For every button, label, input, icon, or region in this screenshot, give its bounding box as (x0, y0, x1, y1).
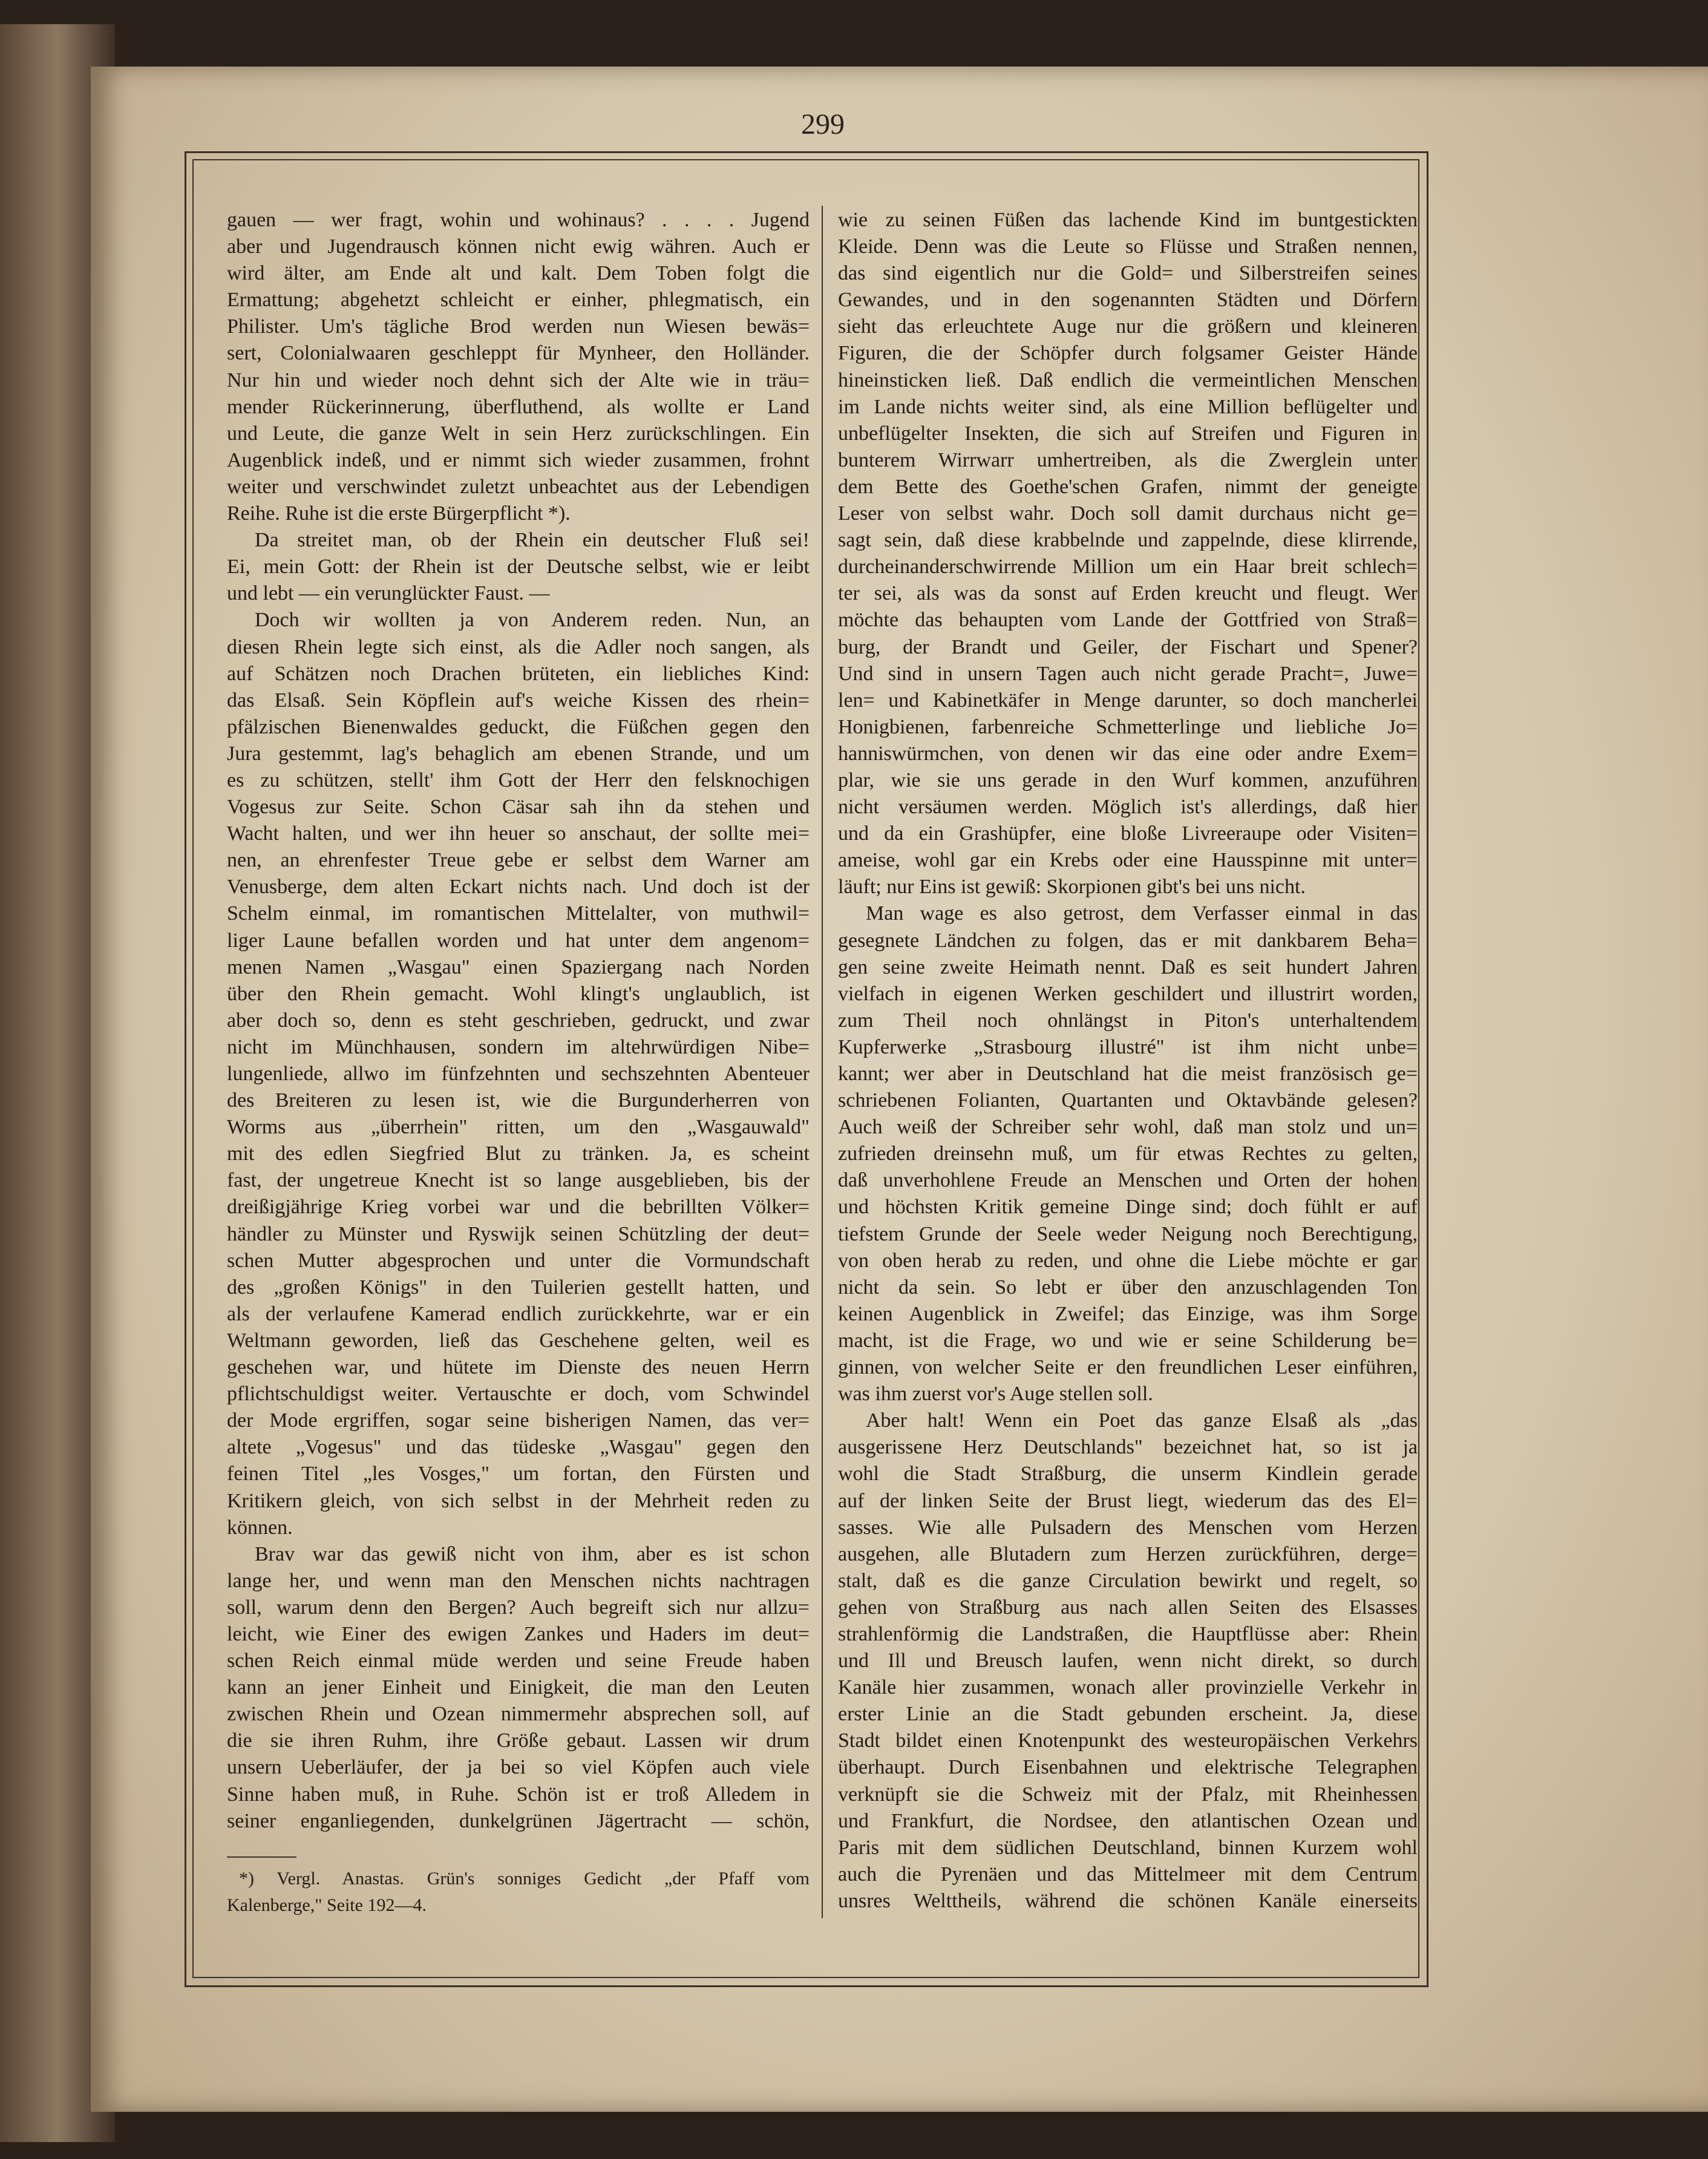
text-line: aber doch so, denn es steht geschrieben, gedruckt, und zwar (227, 1009, 810, 1032)
text-line: pflichtschuldigst weiter. Vertauschte er doch, vom Schwindel (227, 1383, 810, 1406)
text-line: das Elsaß. Sein Köpflein auf's weiche Kissen des rhein= (227, 689, 810, 712)
text-line: macht, ist die Frage, wo und wie er seine Schilderung be= (838, 1329, 1418, 1352)
footnote (227, 1866, 810, 1919)
text-line: des „großen Königs" in den Tuilerien gestellt hatten, und (227, 1276, 810, 1299)
text-line: nen, an ehrenfester Treue gebe er selbst dem Warner am (227, 849, 810, 872)
text-line: Weltmann geworden, ließ das Geschehene gelten, weil es (227, 1329, 810, 1352)
footnote-line: Kalenberge," Seite 192—4. (227, 1895, 427, 1915)
footnote-line: *) Vergl. Anastas. Grün's sonniges Gedicht „der Pfaff vom (239, 1869, 810, 1889)
text-line: Jura gestemmt, lag's behaglich am ebenen Strande, und um (227, 742, 810, 765)
text-line: können. (227, 1516, 293, 1539)
text-line: liger Laune befallen worden und hat unter dem angenom= (227, 929, 810, 952)
text-line: möchte das behaupten vom Lande der Gottfried von Straß= (838, 609, 1418, 632)
column-divider (822, 206, 823, 1918)
text-line: Wacht halten, und wer ihn heuer so anschaut, der sollte mei= (227, 822, 810, 845)
text-line: ameise, wohl gar ein Krebs oder eine Hausspinne mit unter= (838, 849, 1418, 872)
text-line: Kanäle hier zusammen, wonach aller provinzielle Verkehr in (838, 1676, 1418, 1699)
text-line: Reihe. Ruhe ist die erste Bürgerpflicht *). (227, 502, 571, 525)
text-line: Ei, mein Gott: der Rhein ist der Deutsche selbst, wie er leibt (227, 555, 810, 578)
text-line: und lebt — ein verunglückter Faust. — (227, 582, 550, 605)
text-line: auf Schätzen noch Drachen brüteten, ein liebliches Kind: (227, 662, 810, 685)
text-line: von oben herab zu reden, und ohne die Liebe möchte er gar (838, 1249, 1418, 1272)
text-line: durcheinanderschwirrende Million um ein Haar breit schlech= (838, 555, 1418, 578)
text-line: zum Theil noch ohnlängst in Piton's unterhaltendem (838, 1009, 1418, 1032)
text-line: kannt; wer aber in Deutschland hat die meist französisch ge= (838, 1063, 1418, 1085)
text-line: Auch weiß der Schreiber sehr wohl, daß man stolz und un= (838, 1116, 1418, 1139)
text-line: seiner enganliegenden, dunkelgrünen Jägertracht — schön, (227, 1809, 810, 1832)
text-line: zufrieden dreinsehn muß, um für etwas Rechtes zu gelten, (838, 1142, 1418, 1165)
text-line: Brav war das gewiß nicht von ihm, aber es ist schon (255, 1542, 810, 1565)
text-line: keinen Augenblick in Zweifel; das Einzige, was ihm Sorge (838, 1302, 1418, 1325)
text-line: die sie ihren Ruhm, ihre Größe gebaut. Lassen wir drum (227, 1729, 810, 1752)
text-line: kann an jener Einheit und Einigkeit, die man den Leuten (227, 1676, 810, 1699)
text-line: Leser von selbst wahr. Doch soll damit durchaus nicht ge= (838, 502, 1418, 525)
text-line: des Breiteren zu lesen ist, wie die Burgunderherren von (227, 1089, 810, 1112)
text-line: weiter und verschwindet zuletzt unbeachtet aus der Lebendigen (227, 475, 810, 498)
text-line: Nur hin und wieder noch dehnt sich der Alte wie in träu= (227, 369, 810, 392)
text-line: was ihm zuerst vor's Auge stellen soll. (838, 1383, 1153, 1406)
text-line: Man wage es also getrost, dem Verfasser einmal in das (866, 902, 1418, 925)
text-line: plar, wie sie uns gerade in den Wurf kommen, anzuführen (838, 768, 1418, 791)
text-line: mender Rückerinnerung, überfluthend, als wollte er Land (227, 395, 810, 418)
text-line: fast, der ungetreue Knecht ist so lange ausgeblieben, bis der (227, 1169, 810, 1192)
text-line: nicht versäumen werden. Möglich ist's allerdings, daß hier (838, 796, 1418, 819)
text-line: strahlenförmig die Landstraßen, die Hauptflüsse aber: Rhein (838, 1622, 1418, 1645)
text-line: wie zu seinen Füßen das lachende Kind im buntgestickten (838, 209, 1418, 231)
text-line: Gewandes, und in den sogenannten Städten und Dörfern (838, 289, 1418, 312)
text-line: lange her, und wenn man den Menschen nichts nachtragen (227, 1569, 810, 1592)
text-line: feinen Titel „les Vosges," um fortan, den Fürsten und (227, 1463, 810, 1486)
text-line: und höchsten Kritik gemeine Dinge sind; doch fühlt er auf (838, 1196, 1418, 1219)
text-line: diesen Rhein legte sich einst, als die Adler noch sangen, als (227, 635, 810, 658)
text-line: Philister. Um's tägliche Brod werden nun Wiesen bewäs= (227, 315, 810, 338)
text-line: tiefstem Grunde der Seele weder Neigung noch Berechtigung, (838, 1222, 1418, 1245)
text-line: gen seine zweite Heimath nennt. Daß es seit hundert Jahren (838, 955, 1418, 978)
text-line: Sinne haben muß, in Ruhe. Schön ist er troß Alledem in (227, 1783, 810, 1806)
text-line: len= und Kabinetkäfer in Menge darunter, so doch mancherlei (838, 689, 1418, 712)
text-line: zwischen Rhein und Ozean nimmermehr absprechen soll, auf (227, 1703, 810, 1726)
text-line: im Lande nichts weiter sind, als eine Million beflügelter und (838, 395, 1418, 418)
footnote-rule (227, 1856, 296, 1858)
text-line: Da streitet man, ob der Rhein ein deutscher Fluß sei! (255, 529, 810, 552)
text-line: ausgehen, alle Blutadern zum Herzen zurückführen, derge= (838, 1542, 1418, 1565)
text-line: dreißigjährige Krieg vorbei war und die bebrillten Völker= (227, 1196, 810, 1219)
text-line: stalt, daß es die ganze Circulation bewirkt und regelt, so (838, 1569, 1418, 1592)
text-line: altete „Vogesus" und das tüdeske „Wasgau" gegen den (227, 1436, 810, 1459)
text-line: Venusberge, dem alten Eckart nichts nach. Und doch ist der (227, 876, 810, 899)
text-line: läuft; nur Eins ist gewiß: Skorpionen gibt's bei uns nicht. (838, 876, 1306, 899)
text-line: nicht da sein. So lebt er über den anzuschlagenden Ton (838, 1276, 1418, 1299)
text-line: händler zu Münster und Ryswijk seinen Schützling der deut= (227, 1222, 810, 1245)
text-line: der Mode ergriffen, sogar seine bisherigen Namen, das ver= (227, 1409, 810, 1432)
text-line: Ermattung; abgehetzt schleicht er einher, phlegmatisch, ein (227, 289, 810, 312)
text-line: Doch wir wollten ja von Anderem reden. Nun, an (255, 609, 810, 632)
text-line: und da ein Grashüpfer, eine bloße Livreeraupe oder Visiten= (838, 822, 1418, 845)
text-line: schriebenen Folianten, Quartanten und Oktavbände gelesen? (838, 1089, 1418, 1112)
text-line: Figuren, die der Schöpfer durch folgsamer Geister Hände (838, 342, 1418, 365)
text-line: sasses. Wie alle Pulsadern des Menschen vom Herzen (838, 1516, 1418, 1539)
text-line: überhaupt. Durch Eisenbahnen und elektrische Telegraphen (838, 1756, 1418, 1779)
text-column-right (838, 207, 1418, 1915)
text-line: dem Bette des Goethe'schen Grafen, nimmt der geneigte (838, 475, 1418, 498)
text-line: gesegnete Ländchen zu folgen, das er mit dankbarem Beha= (838, 929, 1418, 952)
text-line: pfälzischen Bienenwaldes geduckt, die Füßchen gegen den (227, 715, 810, 738)
text-line: und Frankfurt, die Nordsee, den atlantischen Ozean und (838, 1809, 1418, 1832)
text-line: gehen von Straßburg aus nach allen Seiten des Elsasses (838, 1596, 1418, 1619)
text-line: Kleide. Denn was die Leute so Flüsse und Straßen nennen, (838, 235, 1418, 258)
text-line: auch die Pyrenäen und das Mittelmeer mit dem Centrum (838, 1863, 1418, 1885)
text-line: Worms aus „überrhein" ritten, um den „Wasgauwald" (227, 1116, 810, 1139)
text-line: Kupferwerke „Strasbourg illustré" ist ihm nicht unbe= (838, 1035, 1418, 1058)
text-line: Augenblick indeß, und er nimmt sich wieder zusammen, frohnt (227, 448, 810, 471)
text-line: aber und Jugendrausch können nicht ewig währen. Auch er (227, 235, 810, 258)
text-line: hanniswürmchen, von denen wir das eine oder andre Exem= (838, 742, 1418, 765)
text-line: unsern Ueberläufer, der ja bei so viel Köpfen auch viele (227, 1756, 810, 1779)
text-line: unbeflügelter Insekten, die sich auf Streifen und Figuren in (838, 422, 1418, 445)
text-line: burg, der Brandt und Geiler, der Fischart und Spener? (838, 635, 1418, 658)
text-line: als der verlaufene Kamerad endlich zurückkehrte, war er ein (227, 1302, 810, 1325)
text-line: ginnen, von welcher Seite er den freundlichen Leser einführen, (838, 1356, 1418, 1379)
text-line: soll, warum denn den Bergen? Auch begreift sich nur allzu= (227, 1596, 810, 1619)
text-line: leicht, wie Einer des ewigen Zankes und Haders im deut= (227, 1622, 810, 1645)
text-line: bunterem Wirrwarr umhertreiben, als die Zwerglein unter (838, 448, 1418, 471)
text-line: sieht das erleuchtete Auge nur die größern und kleineren (838, 315, 1418, 338)
text-line: wird älter, am Ende alt und kalt. Dem Toben folgt die (227, 262, 810, 285)
text-line: menen Namen „Wasgau" einen Spaziergang nach Norden (227, 955, 810, 978)
text-line: wohl die Stadt Straßburg, die unserm Kindlein gerade (838, 1463, 1418, 1486)
text-line: schen Reich einmal müde werden und seine Freude haben (227, 1650, 810, 1672)
text-line: vielfach in eigenen Werken geschildert und illustrirt worden, (838, 982, 1418, 1005)
text-line: Aber halt! Wenn ein Poet das ganze Elsaß als „das (866, 1409, 1418, 1432)
text-line: Kritikern gleich, von sich selbst in der Mehrheit reden zu (227, 1489, 810, 1512)
text-line: ausgerissene Herz Deutschlands" bezeichnet hat, so ist ja (838, 1436, 1418, 1459)
text-line: geschehen war, und hütete im Dienste des neuen Herrn (227, 1356, 810, 1379)
text-line: Honigbienen, farbenreiche Schmetterlinge und liebliche Jo= (838, 715, 1418, 738)
text-line: verknüpft sie die Schweiz mit der Pfalz, mit Rheinhessen (838, 1783, 1418, 1806)
text-line: es zu schützen, stellt' ihm Gott der Herr den felsknochigen (227, 768, 810, 791)
text-line: schen Mutter abgesprochen und unter die Vormundschaft (227, 1249, 810, 1272)
text-line: sert, Colonialwaaren geschleppt für Mynheer, den Holländer. (227, 342, 810, 365)
text-line: Und sind in unsern Tagen auch nicht gerade Pracht=, Juwe= (838, 662, 1418, 685)
text-line: mit des edlen Siegfried Blut zu tränken. Ja, es scheint (227, 1142, 810, 1165)
text-line: nicht im Münchhausen, sondern im altehrwürdigen Nibe= (227, 1035, 810, 1058)
text-line: Stadt bildet einen Knotenpunkt des westeuropäischen Verkehrs (838, 1729, 1418, 1752)
text-line: hineinsticken ließ. Daß endlich die vermeintlichen Menschen (838, 369, 1418, 392)
text-line: ter sei, als was da sonst auf Erden kreucht und fleugt. Wer (838, 582, 1418, 605)
text-line: sagt sein, daß diese krabbelnde und zappelnde, diese klirrende, (838, 529, 1418, 552)
text-line: auf der linken Seite der Brust liegt, wiederum das des El= (838, 1489, 1418, 1512)
text-line: gauen — wer fragt, wohin und wohinaus? . . . . Jugend (227, 209, 810, 231)
text-line: lungenliede, allwo im fünfzehnten und sechszehnten Abenteuer (227, 1063, 810, 1085)
text-line: Schelm einmal, im romantischen Mittelalter, von muthwil= (227, 902, 810, 925)
text-line: und Ill und Breusch laufen, wenn nicht direkt, so durch (838, 1650, 1418, 1672)
text-line: Paris mit dem südlichen Deutschland, binnen Kurzem wohl (838, 1836, 1418, 1859)
text-line: unsres Welttheils, während die schönen Kanäle einerseits (838, 1889, 1418, 1912)
text-line: daß unverhohlene Freude an Menschen und Orten der hohen (838, 1169, 1418, 1192)
text-line: und Leute, die ganze Welt in sein Herz zurückschlingen. Ein (227, 422, 810, 445)
text-line: über den Rhein gemacht. Wohl klingt's unglaublich, ist (227, 982, 810, 1005)
page-number: 299 (801, 108, 845, 140)
text-line: das sind eigentlich nur die Gold= und Silberstreifen seines (838, 262, 1418, 285)
text-line: Vogesus zur Seite. Schon Cäsar sah ihn da stehen und (227, 796, 810, 819)
text-column-left (227, 207, 810, 1835)
text-line: erster Linie an die Stadt gebunden erscheint. Ja, diese (838, 1703, 1418, 1726)
